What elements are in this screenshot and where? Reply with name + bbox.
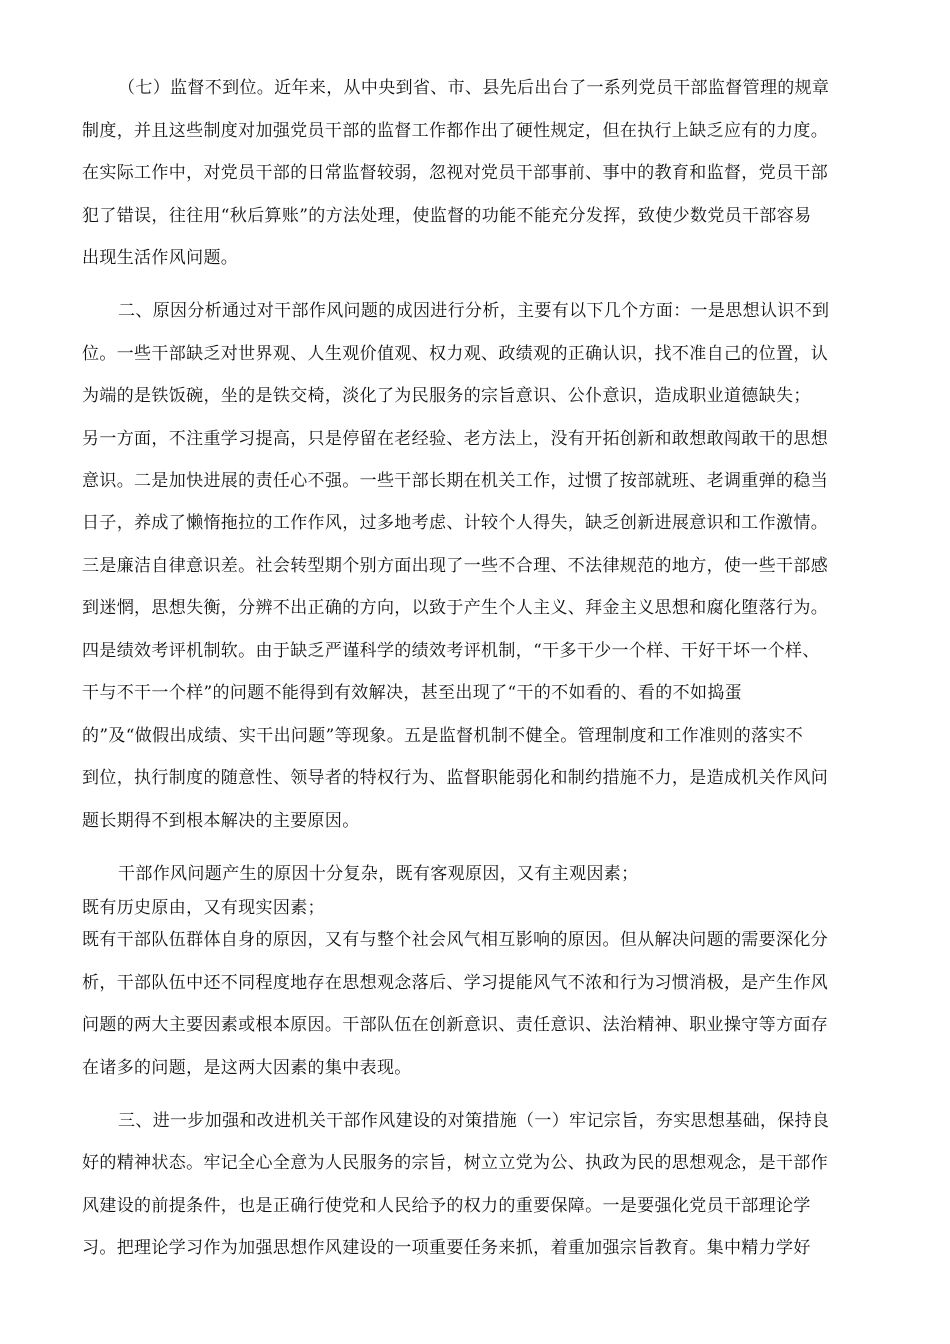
- paragraph-3-line-5: 问题的两大主要因素或根本原因。干部队伍在创新意识、责任意识、法治精神、职业操守等方面存: [82, 1015, 829, 1035]
- paragraph-2-line-8: 到迷惘，思想失衡，分辨不出正确的方向，以致于产生个人主义、拜金主义思想和腐化堕落行为。: [82, 598, 829, 618]
- paragraph-2-line-11: 的”及“做假出成绩、实干出问题”等现象。五是监督机制不健全。管理制度和工作准则的落实不: [82, 726, 804, 746]
- paragraph-4-line-2: 好的精神状态。牢记全心全意为人民服务的宗旨，树立立党为公、执政为民的思想观念，是干部作: [82, 1153, 829, 1173]
- paragraph-1-line-1: （七）监督不到位。近年来，从中央到省、市、县先后出台了一系列党员干部监督管理的规章: [118, 78, 830, 98]
- paragraph-3-line-2: 既有历史原由，又有现实因素；: [82, 898, 325, 918]
- paragraph-2-line-6: 日子，养成了懒惰拖拉的工作作风，过多地考虑、计较个人得失，缺乏创新进展意识和工作激情。: [82, 513, 829, 533]
- paragraph-4-line-1: 三、进一步加强和改进机关干部作风建设的对策措施（一）牢记宗旨，夯实思想基础，保持良: [118, 1111, 830, 1131]
- paragraph-2-line-2: 位。一些干部缺乏对世界观、人生观价值观、权力观、政绩观的正确认识，找不准自己的位置，认: [82, 344, 829, 364]
- paragraph-1-line-4: 犯了错误，往往用“秋后算账”的方法处理，使监督的功能不能充分发挥，致使少数党员干部容易: [82, 206, 812, 226]
- paragraph-1-line-5: 出现生活作风问题。: [82, 248, 239, 268]
- paragraph-3-line-1: 干部作风问题产生的原因十分复杂，既有客观原因，又有主观因素；: [118, 864, 639, 884]
- paragraph-1-line-3: 在实际工作中，对党员干部的日常监督较弱，忽视对党员干部事前、事中的教育和监督，党员干部: [82, 163, 829, 183]
- paragraph-2-line-4: 另一方面，不注重学习提高，只是停留在老经验、老方法上，没有开拓创新和敢想敢闯敢干的思想: [82, 429, 829, 449]
- paragraph-4-line-3: 风建设的前提条件，也是正确行使党和人民给予的权力的重要保障。一是要强化党员干部理论学: [82, 1196, 811, 1216]
- paragraph-2-line-7: 三是廉洁自律意识差。社会转型期个别方面出现了一些不合理、不法律规范的地方，使一些干部感: [82, 556, 829, 576]
- paragraph-3-line-4: 析，干部队伍中还不同程度地存在思想观念落后、学习提能风气不浓和行为习惯消极，是产生作风: [82, 973, 829, 993]
- paragraph-2-line-3: 为端的是铁饭碗，坐的是铁交椅，淡化了为民服务的宗旨意识、公仆意识，造成职业道德缺失；: [82, 386, 811, 406]
- paragraph-2-line-10: 干与不干一个样”的问题不能得到有效解决，甚至出现了“干的不如看的、看的不如捣蛋: [82, 683, 743, 703]
- paragraph-3-line-3: 既有干部队伍群体自身的原因，又有与整个社会风气相互影响的原因。但从解决问题的需要深化分: [82, 930, 829, 950]
- paragraph-4-line-4: 习。把理论学习作为加强思想作风建设的一项重要任务来抓，着重加强宗旨教育。集中精力学好: [82, 1238, 811, 1258]
- paragraph-3-line-6: 在诸多的问题，是这两大因素的集中表现。: [82, 1058, 412, 1078]
- paragraph-2-line-9: 四是绩效考评机制软。由于缺乏严谨科学的绩效考评机制，“干多干少一个样、干好干坏一个样、: [82, 641, 820, 661]
- paragraph-2-line-5: 意识。二是加快进展的责任心不强。一些干部长期在机关工作，过惯了按部就班、老调重弹的稳当: [82, 471, 829, 491]
- paragraph-1-line-2: 制度，并且这些制度对加强党员干部的监督工作都作出了硬性规定，但在执行上缺乏应有的力度。: [82, 121, 829, 141]
- paragraph-2-line-13: 题长期得不到根本解决的主要原因。: [82, 811, 360, 831]
- paragraph-2-line-1: 二、原因分析通过对干部作风问题的成因进行分析，主要有以下几个方面：一是思想认识不到: [118, 301, 830, 321]
- paragraph-2-line-12: 到位，执行制度的随意性、领导者的特权行为、监督职能弱化和制约措施不力，是造成机关作风问: [82, 768, 829, 788]
